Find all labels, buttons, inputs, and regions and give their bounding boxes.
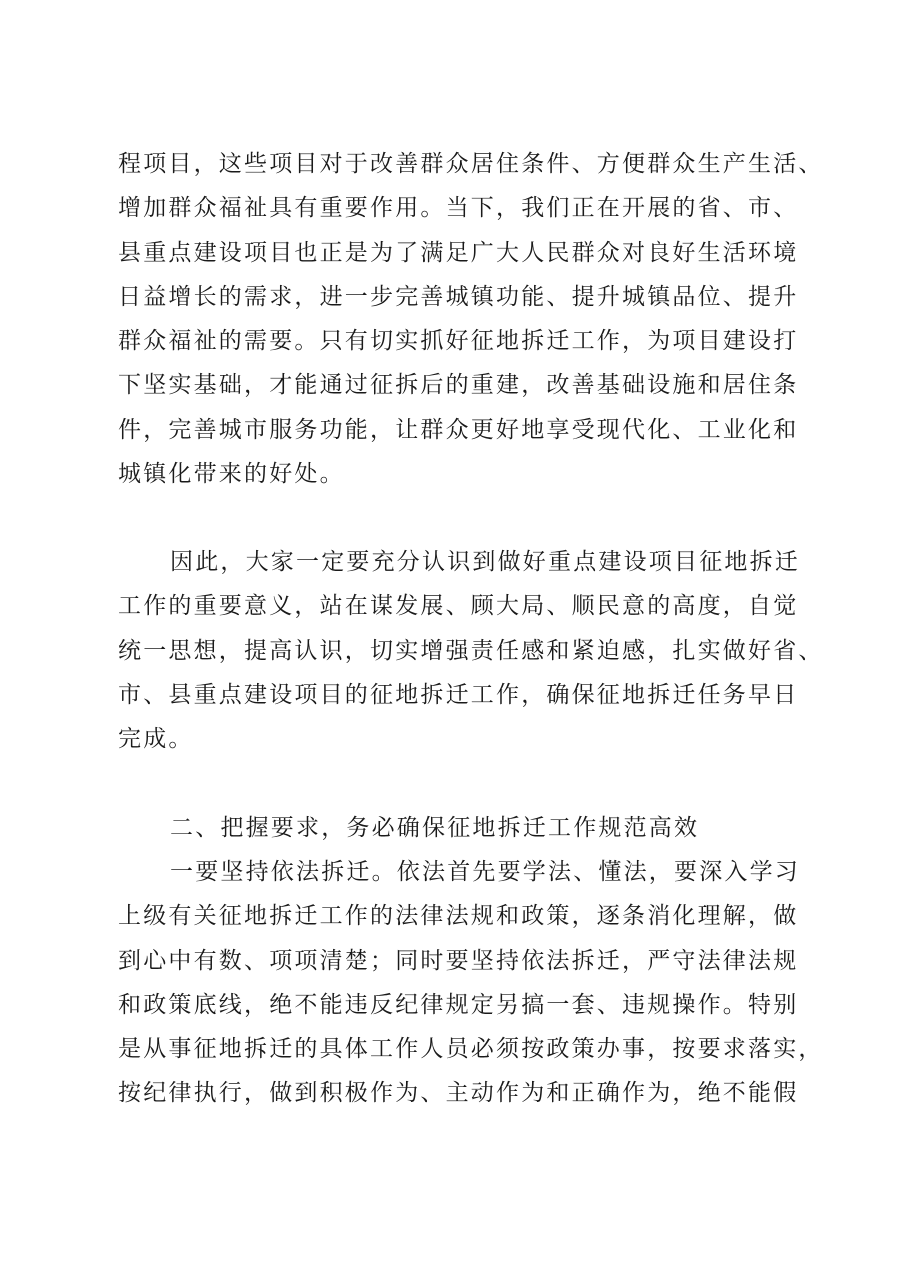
section-heading <box>118 806 798 850</box>
text-line: 上级有关征地拆迁工作的法律法规和政策，逐条消化理解，做 <box>118 903 799 930</box>
text-line: 县重点建设项目也正是为了满足广大人民群众对良好生活环境 <box>118 239 799 266</box>
text-line: 下坚实基础，才能通过征拆后的重建，改善基础设施和居住条 <box>118 372 799 399</box>
text-line: 统一思想，提高认识，切实增强责任感和紧迫感，扎实做好省、 <box>118 637 824 664</box>
text-line: 工作的重要意义，站在谋发展、顾大局、顺民意的高度，自觉 <box>118 593 799 620</box>
text-line: 程项目，这些项目对于改善群众居住条件、方便群众生产生活、 <box>118 151 824 177</box>
text-line: 一要坚持依法拆迁。依法首先要学法、懂法，要深入学习 <box>170 859 800 885</box>
text-line: 日益增长的需求，进一步完善城镇功能、提升城镇品位、提升 <box>118 283 799 310</box>
paragraph-2 <box>118 540 824 761</box>
text-line: 群众福祉的需要。只有切实抓好征地拆迁工作，为项目建设打 <box>118 328 799 355</box>
heading-line: 二、把握要求，务必确保征地拆迁工作规范高效 <box>170 815 700 841</box>
text-line: 完成。 <box>118 726 194 753</box>
text-line: 到心中有数、项项清楚；同时要坚持依法拆迁，严守法律法规 <box>118 947 799 974</box>
text-line: 件，完善城市服务功能，让群众更好地享受现代化、工业化和 <box>118 416 799 443</box>
text-line: 按纪律执行，做到积极作为、主动作为和正确作为，绝不能假 <box>118 1080 799 1107</box>
text-line: 增加群众福祉具有重要作用。当下，我们正在开展的省、市、 <box>118 195 799 222</box>
text-line: 市、县重点建设项目的征地拆迁工作，确保征地拆迁任务早日 <box>118 681 799 708</box>
text-line: 是从事征地拆迁的具体工作人员必须按政策办事，按要求落实， <box>118 1036 824 1063</box>
text-line: 和政策底线，绝不能违反纪律规定另搞一套、违规操作。特别 <box>118 991 799 1018</box>
text-line: 城镇化带来的好处。 <box>118 461 345 488</box>
text-line: 因此，大家一定要充分认识到做好重点建设项目征地拆迁 <box>170 549 800 575</box>
paragraph-1 <box>118 142 824 496</box>
paragraph-3 <box>118 850 824 1116</box>
